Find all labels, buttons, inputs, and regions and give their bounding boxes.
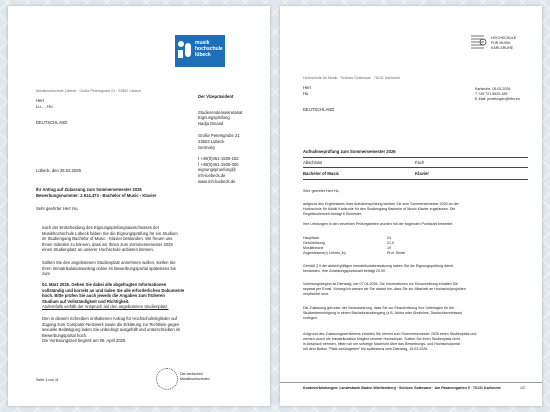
musikhochschule-luebeck-logo [175,35,225,67]
recipient-address: Herr Hu DEUTSCHLAND [303,85,335,113]
table-header-abschluss: Abschluss [303,160,323,165]
table-rule-mid [303,167,528,168]
logo-mark-icon [178,41,193,59]
paragraph-5: Die Zulassung gilt unter der Voraussetzung, dass Sie zur Einschreibung Ihre Unterlagen für die Studienberechtigung in einem Bachelorstudiengang (z.B. Abitur oder Ähnliches, Deutschkenntnisse) vorlegen. [303,306,463,320]
recipient-address: Herr Lu…, Hu DEUTSCHLAND [36,98,68,126]
info-block: Karlsruhe, 05.03.2026 T +49 721 6629-189 E-Mail: pruefungen@hfm.eu [475,87,520,101]
footer-logo-text: Die deutschen Musikhochschulen [180,372,210,381]
footer-band [280,382,542,399]
letter-subject: Ihr Antrag auf Zulassung zum Sommersemester 2026 Bewerbungsnummer: 2.914.473 - Bachelor of Music - Klavier [36,187,157,198]
letter-page-luebeck [8,6,270,406]
letter-subject: Aufnahmeprüfung zum Sommersemester 2026 [303,149,396,154]
paragraph-deadline: 04. März 2026. Geben Sie dabei alle abgefragten Informationen vollständig und korrekt an und laden Sie alle erforderlichen Dokumente hoch. Bitte prüfen Sie auch jeweils die Angaben zum früheren Studium auf Vollständigkeit und Richtigkeit. Andernfalls verfällt der Anspruch auf den angebotenen Studienplatz. [42,282,185,310]
salutation: Sehr geehrter Herr Hu, [36,206,79,211]
paragraph-2: Ihre Leistungen in den einzelnen Prüfungsteilen wurden mit der folgenden Punktzahl bewertet: [303,222,454,226]
paragraph-3: Gemäß § 9 der aktuell gültigen Immatrikulationssatzung haben Sie die Eignungsprüfung damit bestanden, Ihre Zulassungspunktzahl beträgt 24,00. [303,264,453,273]
page-number: 1/2 [520,386,525,390]
letter-date: Lübeck, den 25.02.2026 [36,168,81,173]
info-block: Der Vizepräsident Studierendensekretariat Eignungsprüfung Nadja Dinand Große Petersgrube 21 23552 Lübeck Germany t +49(0)451-1505-182 f +49(0)451-1505-300 eignungspruefung@ mh-luebeck.de www.mh-luebeck.de [198,94,243,184]
score-row: Hauptfach 24 [303,236,391,240]
paragraph-1: aufgrund des Ergebnisses Ihrer Aufnahmeprüfung werden Sie zum Sommersemester 2026 an der Hochschule für Musik Karlsruhe für den Studiengang Bachelor of Music Klavier zugelassen. Die Regelstudienzeit beträgt 8 Semester. [303,202,459,216]
sender-line: Musikhochschule Lübeck · Große Petersgrube 21 · 23552 Lübeck [36,89,141,93]
table-rule-top [303,157,528,158]
footer-text: Kontoverbindungen: Landesbank Baden-Württemberg · Schloss Gottesaue · Am Fasanengarten 9 · 76131 Karlsruhe [303,386,501,390]
table-cell-degree: Bachelor of Music [303,171,340,176]
hfm-logo-text: HOCHSCHULE FÜR MUSIK KARLSRUHE [491,36,517,50]
footer-seal-icon [156,368,178,390]
paragraph-1: nach der Entscheidung des Eignungsprüfungsausschusses der Musikhochschule Lübeck haben Sie die Eignungsprüfung für ein Studium im Studiengang Bachelor of Music - Klavier bestanden. Wir freuen uns Ihnen mitteilen zu können, dass wir Ihnen zum Sommersemester 2026 einen Studienplatz an unserer Hochschule anbieten können. [42,225,178,253]
logo-text: musik hochschule lübeck [195,40,223,58]
table-header-fach: Fach [415,160,425,165]
salutation: Sehr geehrter Herr Hu, [303,189,340,193]
score-table [303,236,503,256]
paragraph-4: Vorlesungsbeginn ist Dienstag, der 07.04.2026. Die Informationen zur Einschreibung erhalten Sie separat per Email. Vorweg/ich weisen wir Sie darauf hin, dass Sie zur Mitarbeit an Hochschulprojekten verpflichtet sind. [303,282,466,296]
sender-line: Hochschule für Musik · Schloss Gottesaue · 76131 Karlsruhe [303,76,401,80]
score-row: Zugewiesene(r) Lehrer(-in) Prof. Stride [303,251,405,255]
paragraph-6: Aufgrund des Zulassungsverfahrens erhalten Sie hiermit zum Sommersemester 2026 einen Studienplatz und werden durch die Immatrikulation Mitglied unserer Hochschule. Sollten Sie Ihren Studienplatz nicht in Anspruch nehmen, bitten wir um sofortige Nachricht über das Bewerbungs- und Hochschulportal mit dem Button "Platz zurückgeben" bis spätestens zum Dienstag, 15.03.2026. [303,332,477,351]
score-row: Gehörbildung 21,0 [303,241,394,245]
letter-page-karlsruhe [280,6,542,406]
paragraph-4: Den in diesem Schreiben enthaltenen Antrag für Hochschulmitglieder auf Zugang zum Computer-Netzwerk sowie die Erklärung zur Richtlinie gegen sexuelle Belästigung laden Sie unbedingt ausgefüllt und unterschrieben im Bewerbungsportal hoch. Die Vorlesungszeit beginnt am 08. April 2026. [42,316,181,344]
hfm-karlsruhe-logo-icon [470,34,488,50]
score-row: Musiktheorie 19 [303,246,391,250]
paragraph-2: Sollten Sie den angebotenen Studienplatz annehmen wollen, stellen Sie Ihren Immatrikulationsantrag online im Bewerbungsportal spätestens bis zum [42,260,176,277]
page-number: Seite 1 von 11 [36,378,59,382]
table-rule-bottom [303,179,528,180]
table-cell-subject: Klavier [415,171,429,176]
